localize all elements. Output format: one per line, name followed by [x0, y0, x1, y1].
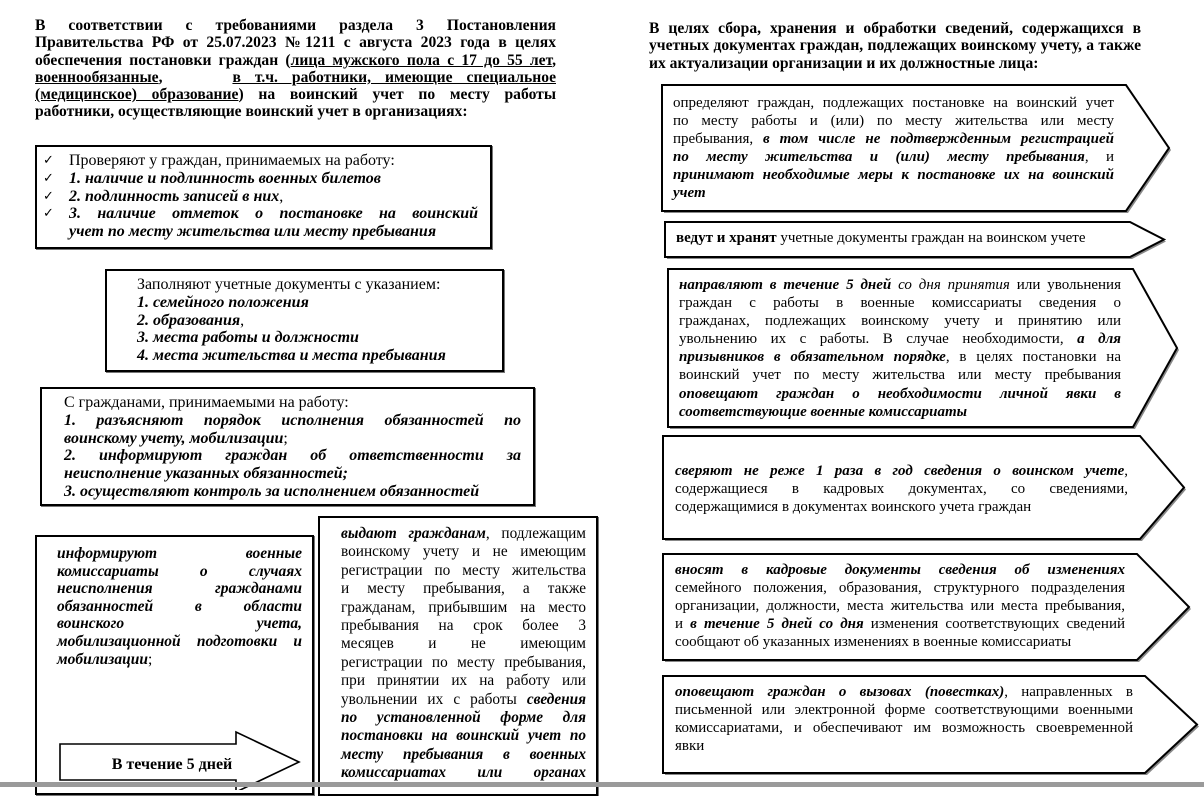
duty-line: воинский учет по месту жительства или месту пребывания [679, 367, 1121, 384]
inform-line: мобилизации; [57, 650, 153, 668]
determine-citizens-box [661, 84, 1170, 212]
viewer-bottom-bar [0, 782, 1204, 787]
checkmark-icon: ✓ [43, 170, 54, 186]
issue-line: комиссариатах или органах [341, 764, 586, 782]
checkmark-icon: ✓ [43, 153, 54, 168]
duty-line: принимают необходимые меры к постановке их на воинский [673, 167, 1114, 184]
issue-line: пребывания на срок более 3 [341, 617, 586, 635]
issue-line: выдают гражданам, подлежащим [341, 525, 586, 542]
duty-line: по месту жительства и (или) месту пребывания, и [673, 149, 1115, 166]
with-citizens-line: 1. разъясняют порядок исполнения обязанностей по [64, 411, 521, 429]
fill-documents-box [105, 269, 504, 372]
checklist-row: ✓ 1. наличие и подлинность военных билетов [43, 169, 381, 187]
five-days-arrow-label: В течение 5 дней [111, 756, 233, 773]
issue-line: воинскому учету и не имеющим [341, 543, 586, 561]
checkmark-icon: ✓ [43, 206, 54, 222]
duty-text [675, 683, 1133, 755]
issue-line: увольнении их с работы сведения [341, 690, 586, 708]
left-heading-line: В соответствии с требованиями раздела 3 Постановления [35, 17, 556, 34]
notify-summons-box [662, 675, 1198, 774]
keep-documents-box [664, 221, 1165, 258]
duty-line: по месту работы и (или) по месту жительства или месту [673, 113, 1114, 130]
issue-documents-box [318, 516, 598, 796]
issue-line: регистрации по месту пребывания, [341, 653, 586, 671]
issue-line: месту пребывания в военных [341, 745, 586, 763]
duty-line: сообщают об указанных изменениях в военные комиссариаты [675, 634, 1072, 651]
issue-line: регистрации по месту жительства [341, 561, 586, 579]
check-documents-box [35, 145, 492, 249]
duty-text [673, 94, 1114, 203]
duty-line: семейного положения, образования, структурного подразделения [675, 580, 1125, 597]
duty-line: гражданах, подлежащих воинскому учету и принятию или [679, 313, 1121, 330]
inform-line: неисполнения гражданами [57, 580, 302, 598]
inform-line: мобилизационной подготовки и [57, 632, 302, 650]
fill-docs-item: 2. образования, [137, 311, 245, 329]
issue-line: постановки на воинский учет по [341, 727, 586, 745]
right-heading-line: учетных документах граждан, подлежащих воинскому учету, а также [649, 37, 1141, 55]
fill-docs-item: 4. места жительства и места пребывания [137, 347, 446, 365]
duty-line: комиссариатами, и обеспечивают им возможность своевременной [675, 720, 1133, 737]
duty-line: письменной или электронной форме соответствующими военными [675, 702, 1133, 719]
with-citizens-line: воинскому учету, мобилизации; [64, 429, 288, 447]
left-heading-line: Правительства РФ от 25.07.2023 №1211 с августа 2023 года в целях [35, 34, 556, 52]
with-citizens-line: 3. осуществляют контроль за исполнением обязанностей [64, 482, 480, 500]
duty-line: оповещают граждан о необходимости личной явки в [679, 385, 1121, 402]
duty-line: пребывания, в том числе не подтвержденным регистрацией [673, 131, 1114, 148]
duty-line: увольнению их с работы. В случае необходимости, а для [679, 331, 1121, 348]
issue-line: при принятии их на работу или [341, 672, 586, 690]
duty-line: вносят в кадровые документы сведения об изменениях [675, 562, 1125, 578]
duty-line: явки [675, 738, 705, 755]
left-heading-line: (медицинское) образование) на воинский учет по месту работы [35, 86, 556, 104]
duty-text [679, 276, 1121, 421]
fill-docs-intro: Заполняют учетные документы с указанием: [137, 276, 441, 293]
checkmark-icon: ✓ [43, 188, 54, 204]
duty-line: организации, должности, места жительства или места пребывания, [675, 598, 1125, 615]
duty-text [675, 561, 1125, 651]
checklist-row: ✓ Проверяют у граждан, принимаемых на работу: [43, 152, 395, 169]
reconcile-box [662, 435, 1185, 540]
inform-line: информируют военные [57, 545, 302, 562]
duty-line: сверяют не реже 1 раза в год сведения о воинском учете, [675, 463, 1128, 479]
with-citizens-box [40, 387, 535, 506]
age-range-underlined: лица мужского пола с 17 до 55 лет [290, 51, 553, 69]
duty-line: и в течение 5 дней со дня изменения соответствующих сведений [675, 616, 1125, 633]
checklist-row: учет по месту жительства или месту пребывания [69, 223, 437, 241]
duty-line: учет [673, 185, 706, 202]
medical-workers-underlined: в т.ч. работники, имеющие специальное [232, 68, 556, 86]
duty-line: определяют граждан, подлежащих постановке на воинский учет [673, 95, 1114, 111]
inform-line: воинского учета, [57, 615, 302, 633]
fill-docs-item: 1. семейного положения [137, 293, 309, 311]
left-heading-line: военнообязанные, в т.ч. работники, имеющие специальное [35, 68, 556, 86]
with-citizens-line: неисполнение указанных обязанностей; [64, 465, 348, 483]
right-heading-line: В целях сбора, хранения и обработки сведений, содержащихся в [649, 20, 1141, 37]
right-heading [649, 20, 1141, 72]
fill-docs-item: 3. места работы и должности [137, 329, 359, 347]
duty-line: соответствующие военные комиссариаты [679, 403, 968, 420]
inform-line: комиссариаты о случаях [57, 562, 302, 580]
issue-line: по установленной форме для [341, 709, 586, 727]
duty-line: содержащимися в документах воинского учета граждан [675, 499, 1032, 516]
right-heading-line: их актуализации организации и их должностные лица: [649, 54, 1039, 72]
issue-line: и месту пребывания, а также [341, 580, 586, 598]
duty-line: направляют в течение 5 дней со дня принятия или увольнения [679, 277, 1121, 293]
duty-line: граждан с работы в военные комиссариаты сведения о [679, 295, 1121, 312]
duty-line: призывников в обязательном порядке, в целях постановки на [679, 349, 1121, 366]
duty-line: оповещают граждан о вызовах (повестках), направленных в [675, 684, 1133, 700]
send-info-box [667, 268, 1178, 428]
with-citizens-intro: С гражданами, принимаемыми на работу: [64, 394, 349, 411]
duty-line: ведут и хранят учетные документы граждан на воинском учете [676, 230, 1086, 246]
left-heading-line: обеспечения постановки граждан (лица мужского пола с 17 до 55 лет, [35, 51, 556, 69]
duty-text [675, 462, 1128, 516]
issue-line: гражданам, прибывшим на место [341, 598, 586, 616]
checklist-row: ✓ 3. наличие отметок о постановке на воинский [43, 205, 478, 223]
with-citizens-line: 2. информируют граждан об ответственности за [64, 447, 521, 465]
record-changes-box [662, 553, 1190, 661]
left-heading-line: работники, осуществляющие воинский учет в организациях: [35, 103, 468, 121]
issue-line: месяцев и не имеющим [341, 635, 586, 653]
inform-line: обязанностей в области [57, 597, 302, 615]
duty-line: содержащиеся в кадровых документах, со сведениями, [675, 481, 1128, 498]
duty-text [676, 229, 1118, 247]
left-heading [35, 17, 556, 121]
checklist-row: ✓ 2. подлинность записей в них, [43, 187, 284, 205]
